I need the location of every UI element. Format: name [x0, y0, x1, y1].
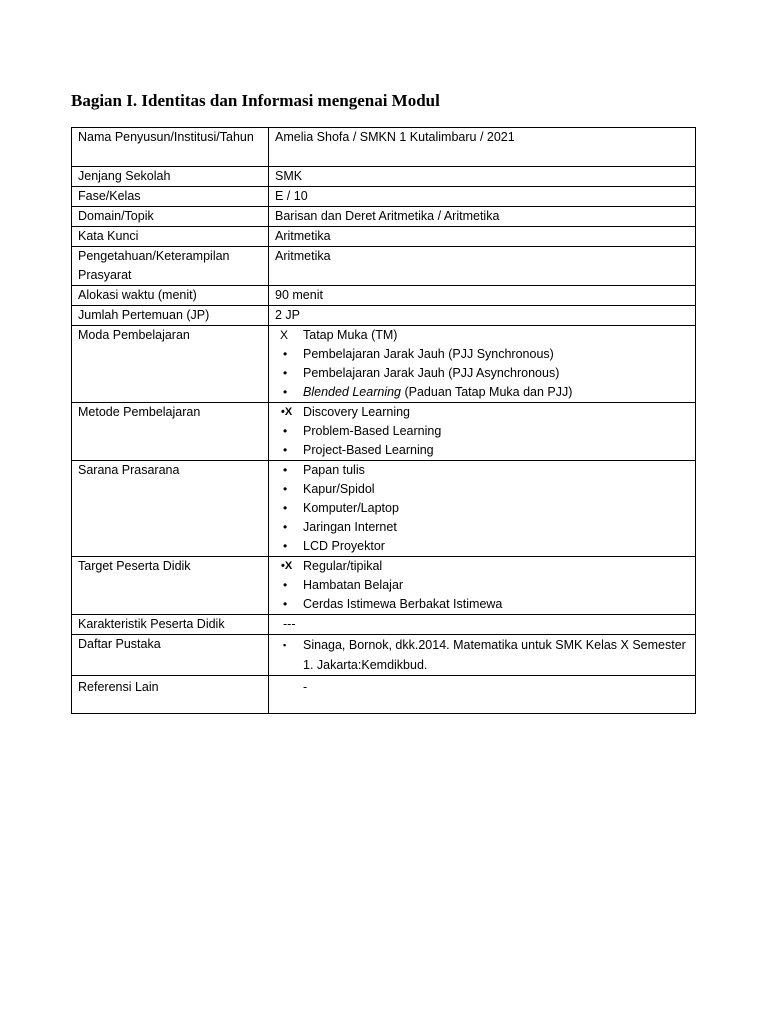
label-referensi: Referensi Lain	[72, 676, 269, 714]
value-referensi: -	[269, 676, 696, 714]
value-karakteristik: ---	[269, 615, 696, 635]
row-referensi	[72, 676, 696, 714]
list-item	[275, 383, 689, 402]
option-text: Problem-Based Learning	[303, 424, 442, 438]
list-item	[275, 576, 689, 595]
value-target	[269, 557, 696, 615]
list-item	[275, 518, 689, 537]
row-jenjang	[72, 167, 696, 187]
label-alokasi: Alokasi waktu (menit)	[72, 286, 269, 306]
bullet-icon: •	[283, 539, 288, 553]
option-text: Komputer/Laptop	[303, 501, 399, 515]
value-jenjang: SMK	[269, 167, 696, 187]
list-item	[275, 635, 689, 675]
row-fase	[72, 187, 696, 207]
option-text-italic: Blended Learning	[303, 385, 401, 399]
row-metode	[72, 403, 696, 461]
bullet-icon: •	[283, 520, 288, 534]
label-metode: Metode Pembelajaran	[72, 403, 269, 461]
module-identity-table	[71, 127, 696, 714]
bullet-icon: •	[283, 597, 288, 611]
option-text: Tatap Muka (TM)	[303, 328, 398, 342]
list-item	[275, 364, 689, 383]
value-jumlah-jp: 2 JP	[269, 306, 696, 326]
option-text: Discovery Learning	[303, 405, 410, 419]
value-sarana	[269, 461, 696, 557]
pustaka-options-list	[275, 635, 689, 675]
row-target	[72, 557, 696, 615]
bullet-icon: •	[283, 501, 288, 515]
list-item	[275, 557, 689, 576]
label-kata-kunci: Kata Kunci	[72, 227, 269, 247]
list-item	[275, 595, 689, 614]
row-jumlah-jp	[72, 306, 696, 326]
row-sarana	[72, 461, 696, 557]
value-penyusun: Amelia Shofa / SMKN 1 Kutalimbaru / 2021	[269, 128, 696, 167]
sarana-options-list	[275, 461, 689, 556]
label-domain: Domain/Topik	[72, 207, 269, 227]
label-pustaka: Daftar Pustaka	[72, 635, 269, 676]
row-domain	[72, 207, 696, 227]
label-target: Target Peserta Didik	[72, 557, 269, 615]
list-item	[275, 461, 689, 480]
value-pustaka	[269, 635, 696, 676]
value-fase: E / 10	[269, 187, 696, 207]
label-moda: Moda Pembelajaran	[72, 326, 269, 403]
label-jenjang: Jenjang Sekolah	[72, 167, 269, 187]
row-penyusun	[72, 128, 696, 167]
option-text: Pembelajaran Jarak Jauh (PJJ Asynchronous)	[303, 366, 560, 380]
row-prasyarat	[72, 247, 696, 286]
row-kata-kunci	[72, 227, 696, 247]
bullet-icon: •	[283, 578, 288, 592]
bullet-icon: •	[283, 385, 288, 399]
row-karakteristik	[72, 615, 696, 635]
checked-x-icon: X	[280, 328, 289, 342]
checked-bullet-x-icon: •X	[281, 406, 293, 418]
moda-options-list	[275, 326, 689, 402]
option-text: Pembelajaran Jarak Jauh (PJJ Synchronous)	[303, 347, 554, 361]
value-moda	[269, 326, 696, 403]
label-jumlah-jp: Jumlah Pertemuan (JP)	[72, 306, 269, 326]
value-alokasi: 90 menit	[269, 286, 696, 306]
list-item	[275, 403, 689, 422]
bullet-icon: •	[283, 482, 288, 496]
list-item	[275, 480, 689, 499]
bullet-icon: •	[283, 366, 288, 380]
value-metode	[269, 403, 696, 461]
option-text: Regular/tipikal	[303, 559, 383, 573]
row-pustaka	[72, 635, 696, 676]
square-bullet-icon: ▪	[283, 640, 287, 650]
label-karakteristik: Karakteristik Peserta Didik	[72, 615, 269, 635]
list-item	[275, 441, 689, 460]
value-domain: Barisan dan Deret Aritmetika / Aritmetika	[269, 207, 696, 227]
list-item	[275, 326, 689, 345]
option-text: Sinaga, Bornok, dkk.2014. Matematika untuk SMK Kelas X Semester 1. Jakarta:Kemdikbud.	[303, 638, 686, 672]
bullet-icon: •	[283, 424, 288, 438]
value-kata-kunci: Aritmetika	[269, 227, 696, 247]
bullet-icon: •	[283, 347, 288, 361]
target-options-list	[275, 557, 689, 614]
option-text: Jaringan Internet	[303, 520, 397, 534]
option-text: LCD Proyektor	[303, 539, 385, 553]
list-item	[275, 499, 689, 518]
list-item	[275, 345, 689, 364]
metode-options-list	[275, 403, 689, 460]
list-item	[275, 422, 689, 441]
checked-bullet-x-icon: •X	[281, 560, 293, 572]
option-text: Cerdas Istimewa Berbakat Istimewa	[303, 597, 503, 611]
option-text: Hambatan Belajar	[303, 578, 404, 592]
label-penyusun: Nama Penyusun/Institusi/Tahun	[72, 128, 269, 167]
option-text: Project-Based Learning	[303, 443, 434, 457]
option-text: Kapur/Spidol	[303, 482, 375, 496]
option-text: (Paduan Tatap Muka dan PJJ)	[401, 385, 573, 399]
bullet-icon: •	[283, 463, 288, 477]
section-heading: Bagian I. Identitas dan Informasi mengenai Modul	[71, 91, 440, 110]
option-text: Papan tulis	[303, 463, 365, 477]
label-prasyarat: Pengetahuan/Keterampilan Prasyarat	[72, 247, 269, 286]
row-moda	[72, 326, 696, 403]
label-sarana: Sarana Prasarana	[72, 461, 269, 557]
bullet-icon: •	[283, 443, 288, 457]
label-fase: Fase/Kelas	[72, 187, 269, 207]
row-alokasi	[72, 286, 696, 306]
list-item	[275, 537, 689, 556]
value-prasyarat: Aritmetika	[269, 247, 696, 286]
